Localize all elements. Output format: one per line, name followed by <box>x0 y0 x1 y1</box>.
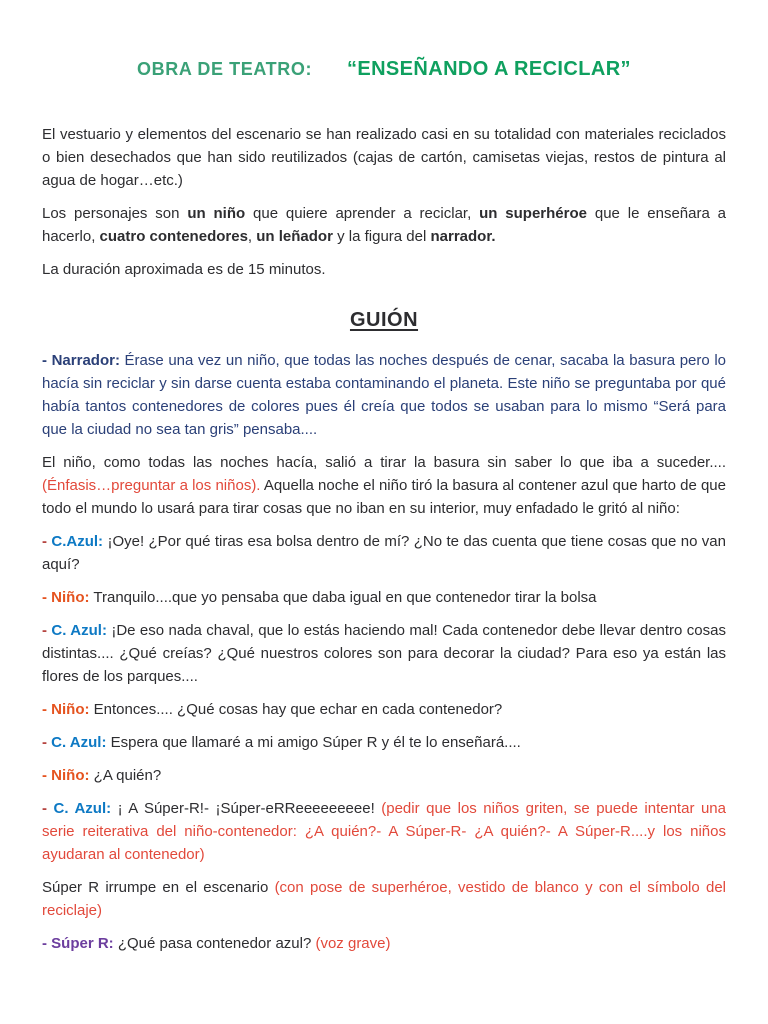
text-run: que quiere aprender a reciclar, <box>245 205 480 222</box>
text-run: - <box>42 622 52 639</box>
narration-super-r-entra <box>42 876 726 922</box>
dialogue-nino-1 <box>42 586 726 609</box>
dialogue-c-azul-3 <box>42 731 726 754</box>
text-run: (voz grave) <box>315 935 391 952</box>
text-run: Érase una vez un niño, que todas las noches después de cenar, sacaba la basura pero lo hacía sin reciclar y sin darse cuenta estaba contaminando el planeta. Este niño se preguntaba por qué había tantos contenedores de colores pues él creía que todos se usaban para lo mismo “Será para que la ciudad no sea tan gris” pensaba.... <box>42 352 726 438</box>
text-run: El niño, como todas las noches hacía, salió a tirar la basura sin saber lo que iba a suceder.... <box>42 454 726 471</box>
text-run: Tranquilo....que yo pensaba que daba igual en que contenedor tirar la bolsa <box>89 589 597 606</box>
title-label: OBRA DE TEATRO: <box>137 59 313 79</box>
narration-nino-sale <box>42 451 726 520</box>
text-run: C. Azul: <box>51 734 107 751</box>
text-run: (Énfasis…preguntar a los niños). <box>42 477 261 494</box>
intro-characters <box>42 202 726 248</box>
dialogue-super-r-1 <box>42 932 726 955</box>
text-run: ¡Oye! ¿Por qué tiras esa bolsa dentro de mí? ¿No te das cuenta que tiene cosas que no van aquí? <box>42 533 726 573</box>
text-run: un leñador <box>256 228 333 245</box>
dialogue-c-azul-2 <box>42 619 726 688</box>
text-run: ¿Qué pasa contenedor azul? <box>113 935 316 952</box>
text-run: El vestuario y elementos del escenario se han realizado casi en su totalidad con materiales reciclados o bien desechados que han sido reutilizados (cajas de cartón, camisetas viejas, restos de pintura al agua de hogar…etc.) <box>42 126 726 189</box>
text-run: - Narrador: <box>42 352 125 369</box>
dialogue-narrador <box>42 349 726 441</box>
section-heading-guion: GUIÓN <box>349 309 419 331</box>
intro-materials <box>42 123 726 192</box>
dialogue-nino-3 <box>42 764 726 787</box>
text-run: un niño <box>187 205 246 222</box>
text-run: ¿A quién? <box>89 767 162 784</box>
text-run: C. Azul: <box>51 622 107 639</box>
title-quoted: “ENSEÑANDO A RECICLAR” <box>346 58 631 80</box>
text-run: que le enseñara a hacerlo, <box>42 205 727 245</box>
text-run: C.Azul: <box>51 533 104 550</box>
dialogue-nino-2 <box>42 698 726 721</box>
text-run: ¡ A Súper-R!- ¡Súper-eRReeeeeeeee! <box>111 800 382 817</box>
dialogue-c-azul-1 <box>42 530 726 576</box>
intro-duration <box>42 258 726 281</box>
text-run: un superhéroe <box>479 205 587 222</box>
text-run: - Niño: <box>42 767 90 784</box>
text-run: , <box>247 228 257 245</box>
text-run: Súper R irrumpe en el escenario <box>42 879 275 896</box>
text-run: y la figura del <box>332 228 431 245</box>
text-run: - Súper R: <box>42 935 114 952</box>
text-run: ¡De eso nada chaval, que lo estás haciendo mal! Cada contenedor debe llevar dentro cosas distintas.... ¿Qué creías? ¿Qué nuestros colores son para decorar la ciudad? Para eso ya están las flores de los parques.... <box>42 622 726 685</box>
text-run: Espera que llamaré a mi amigo Súper R y él te lo enseñará.... <box>106 734 521 751</box>
text-run: narrador. <box>430 228 496 245</box>
text-run: Aquella noche el niño tiró la basura al contener azul que harto de que todo el mundo lo usará para tirar cosas que no iban en su interior, muy enfadado le gritó al niño: <box>42 477 726 517</box>
text-run: - Niño: <box>42 701 90 718</box>
text-run: C. Azul: <box>53 800 112 817</box>
text-run: Entonces.... ¿Qué cosas hay que echar en cada contenedor? <box>89 701 503 718</box>
text-run: cuatro contenedores <box>99 228 248 245</box>
text-run: Los personajes son <box>42 205 188 222</box>
document-body <box>0 123 768 955</box>
text-run: - <box>42 533 52 550</box>
text-run: (con pose de superhéroe, vestido de blanco y con el símbolo del reciclaje) <box>42 879 726 919</box>
document-title <box>0 0 768 83</box>
dialogue-c-azul-4 <box>42 797 726 866</box>
text-run: - <box>42 800 54 817</box>
text-run: - Niño: <box>42 589 90 606</box>
text-run: (pedir que los niños griten, se puede intentar una serie reiterativa del niño-contenedor: ¿A quién?- A Súper-R- ¿A quién?- A Súper-R....y los niños ayudaran al contenedor) <box>42 800 726 863</box>
text-run: La duración aproximada es de 15 minutos. <box>42 261 326 278</box>
text-run: - <box>42 734 52 751</box>
